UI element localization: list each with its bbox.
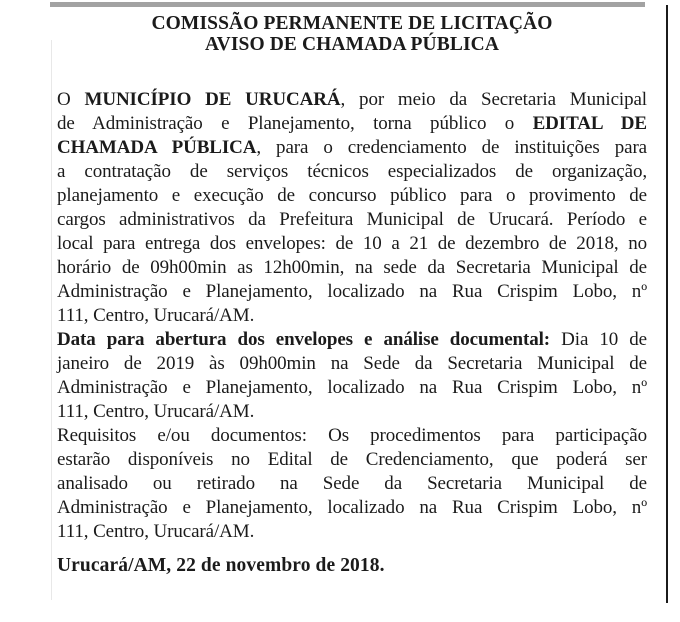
- text-line: 111, Centro, Urucará/AM.: [57, 305, 255, 326]
- text-line: de Administração e Planejamento, torna público o EDITAL DE: [57, 113, 647, 134]
- paragraph-requisitos: [57, 424, 647, 544]
- document-content: [57, 13, 647, 578]
- text-line: estarão disponíveis no Edital de Credenciamento, que poderá ser: [57, 449, 647, 470]
- text-line: O MUNICÍPIO DE URUCARÁ, por meio da Secretaria Municipal: [57, 89, 647, 110]
- document-body: [57, 88, 647, 544]
- text-line: janeiro de 2019 às 09h00min na Sede da Secretaria Municipal de: [57, 353, 647, 374]
- title-line-1: COMISSÃO PERMANENTE DE LICITAÇÃO: [151, 13, 553, 34]
- text-line: a contratação de serviços técnicos especializados de organização,: [57, 161, 647, 182]
- text-line: Administração e Planejamento, localizado na Rua Crispim Lobo, nº: [57, 377, 647, 398]
- text-line: local para entrega dos envelopes: de 10 a 21 de dezembro de 2018, no: [57, 233, 647, 254]
- closing-date: Urucará/AM, 22 de novembro de 2018.: [57, 555, 385, 576]
- left-border-line: [51, 40, 52, 600]
- document-title: [57, 13, 647, 55]
- text-line: planejamento e execução de concurso público para o provimento de: [57, 185, 647, 206]
- text-line: horário de 09h00min as 12h00min, na sede da Secretaria Municipal de: [57, 257, 647, 278]
- text-line: Requisitos e/ou documentos: Os procedimentos para participação: [57, 425, 647, 446]
- title-line-2: AVISO DE CHAMADA PÚBLICA: [204, 34, 500, 55]
- text-line: 111, Centro, Urucará/AM.: [57, 401, 255, 422]
- text-line: 111, Centro, Urucará/AM.: [57, 521, 255, 542]
- paragraph-opening: [57, 88, 647, 328]
- top-border-bar: [50, 2, 645, 7]
- text-line: Administração e Planejamento, localizado na Rua Crispim Lobo, nº: [57, 281, 647, 302]
- text-line: cargos administrativos da Prefeitura Municipal de Urucará. Período e: [57, 209, 647, 230]
- text-line: analisado ou retirado na Sede da Secretaria Municipal de: [57, 473, 647, 494]
- text-line: Administração e Planejamento, localizado na Rua Crispim Lobo, nº: [57, 497, 647, 518]
- text-line: Data para abertura dos envelopes e análise documental: Dia 10 de: [57, 329, 647, 350]
- right-border-line: [666, 5, 668, 603]
- paragraph-abertura-envelopes: [57, 328, 647, 424]
- text-line: CHAMADA PÚBLICA, para o credenciamento de instituições para: [57, 137, 648, 158]
